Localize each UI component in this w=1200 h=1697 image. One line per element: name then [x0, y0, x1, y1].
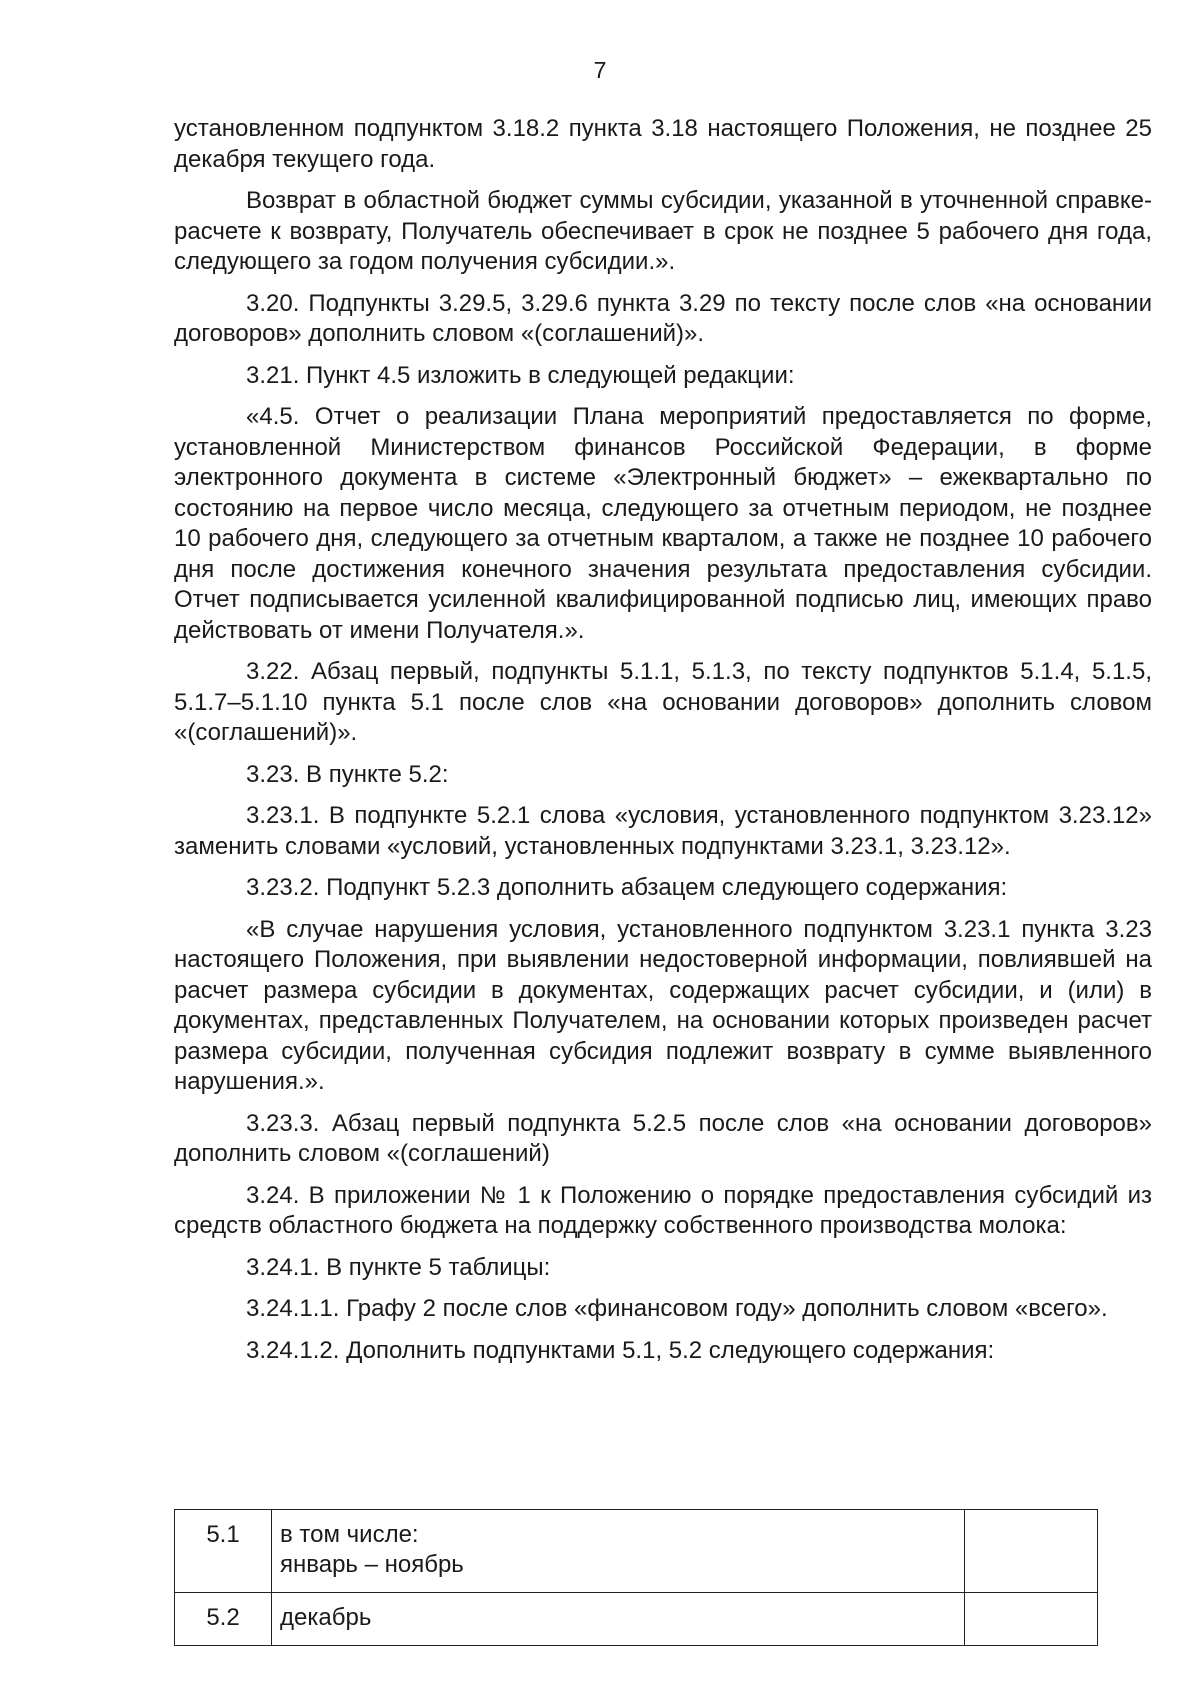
amendment-table [174, 1509, 1098, 1646]
paragraph-3-24: 3.24. В приложении № 1 к Положению о порядке предоставления субсидий из средств областного бюджета на поддержку собственного производства молока: [174, 1181, 1152, 1239]
table-cell-value [965, 1510, 1098, 1593]
table-cell-text [272, 1593, 965, 1646]
page-number: 7 [593, 57, 607, 83]
paragraph-3-22: 3.22. Абзац первый, подпункты 5.1.1, 5.1.3, по тексту подпунктов 5.1.4, 5.1.5, 5.1.7–5.1.10 пункта 5.1 после слов «на основании договоров» дополнить словом «(соглашений)». [174, 658, 1152, 746]
paragraph-3-23-1: 3.23.1. В подпункте 5.2.1 слова «условия, установленного подпунктом 3.23.12» заменить словами «условий, установленных подпунктами 3.23.1, 3.23.12». [174, 802, 1152, 860]
table-cell-text-line: январь – ноябрь [280, 1551, 464, 1578]
table-cell-text-line: декабрь [280, 1604, 372, 1631]
table-cell-number: 5.2 [175, 1593, 272, 1646]
paragraph-violation-quote: «В случае нарушения условия, установленного подпунктом 3.23.1 пункта 3.23 настоящего Положения, при выявлении недостоверной информации, повлиявшей на расчет размера субсидии в документах, содержащих расчет субсидии, и (или) в документах, представленных Получателем, на основании которых произведен расчет размера субсидии, полученная субсидия подлежит возврату в сумме выявленного нарушения.». [174, 915, 1152, 1095]
paragraph-3-23: 3.23. В пункте 5.2: [246, 760, 449, 788]
document-body [174, 114, 1152, 1377]
table-row [175, 1593, 1098, 1646]
paragraph-3-23-3: 3.23.3. Абзац первый подпункта 5.2.5 после слов «на основании договоров» дополнить словом «(соглашений) [174, 1109, 1152, 1167]
paragraph-3-24-1: 3.24.1. В пункте 5 таблицы: [246, 1253, 551, 1281]
table-cell-number: 5.1 [175, 1510, 272, 1593]
paragraph-4-5-quote: «4.5. Отчет о реализации Плана мероприятий предоставляется по форме, установленной Министерством финансов Российской Федерации, в форме электронного документа в системе «Электронный бюджет» – ежеквартально по состоянию на первое число месяца, следующего за отчетным периодом, не позднее 10 рабочего дня, следующего за отчетным кварталом, а также не позднее 10 рабочего дня после достижения конечного значения результата предоставления субсидии. Отчет подписывается усиленной квалифицированной подписью лиц, имеющих право действовать от имени Получателя.». [174, 403, 1152, 644]
paragraph-3-23-2: 3.23.2. Подпункт 5.2.3 дополнить абзацем следующего содержания: [246, 874, 1008, 901]
table-cell-text [272, 1510, 965, 1593]
table-cell-value [965, 1593, 1098, 1646]
paragraph-3-20: 3.20. Подпункты 3.29.5, 3.29.6 пункта 3.29 по тексту после слов «на основании договоров» дополнить словом «(соглашений)». [174, 289, 1152, 347]
paragraph-3-24-1-1: 3.24.1.1. Графу 2 после слов «финансовом году» дополнить словом «всего». [246, 1295, 1108, 1322]
paragraph-3-24-1-2: 3.24.1.2. Дополнить подпунктами 5.1, 5.2 следующего содержания: [246, 1336, 995, 1364]
table-row [175, 1510, 1098, 1593]
table-cell-text-line: в том числе: [280, 1521, 419, 1548]
paragraph-continuation: установленном подпунктом 3.18.2 пункта 3.18 настоящего Положения, не позднее 25 декабря текущего года. [174, 115, 1152, 173]
paragraph-refund: Возврат в областной бюджет суммы субсидии, указанной в уточненной справке-расчете к возврату, Получатель обеспечивает в срок не позднее 5 рабочего дня года, следующего за годом получения субсидии.». [174, 187, 1152, 275]
paragraph-3-21: 3.21. Пункт 4.5 изложить в следующей редакции: [246, 361, 795, 389]
